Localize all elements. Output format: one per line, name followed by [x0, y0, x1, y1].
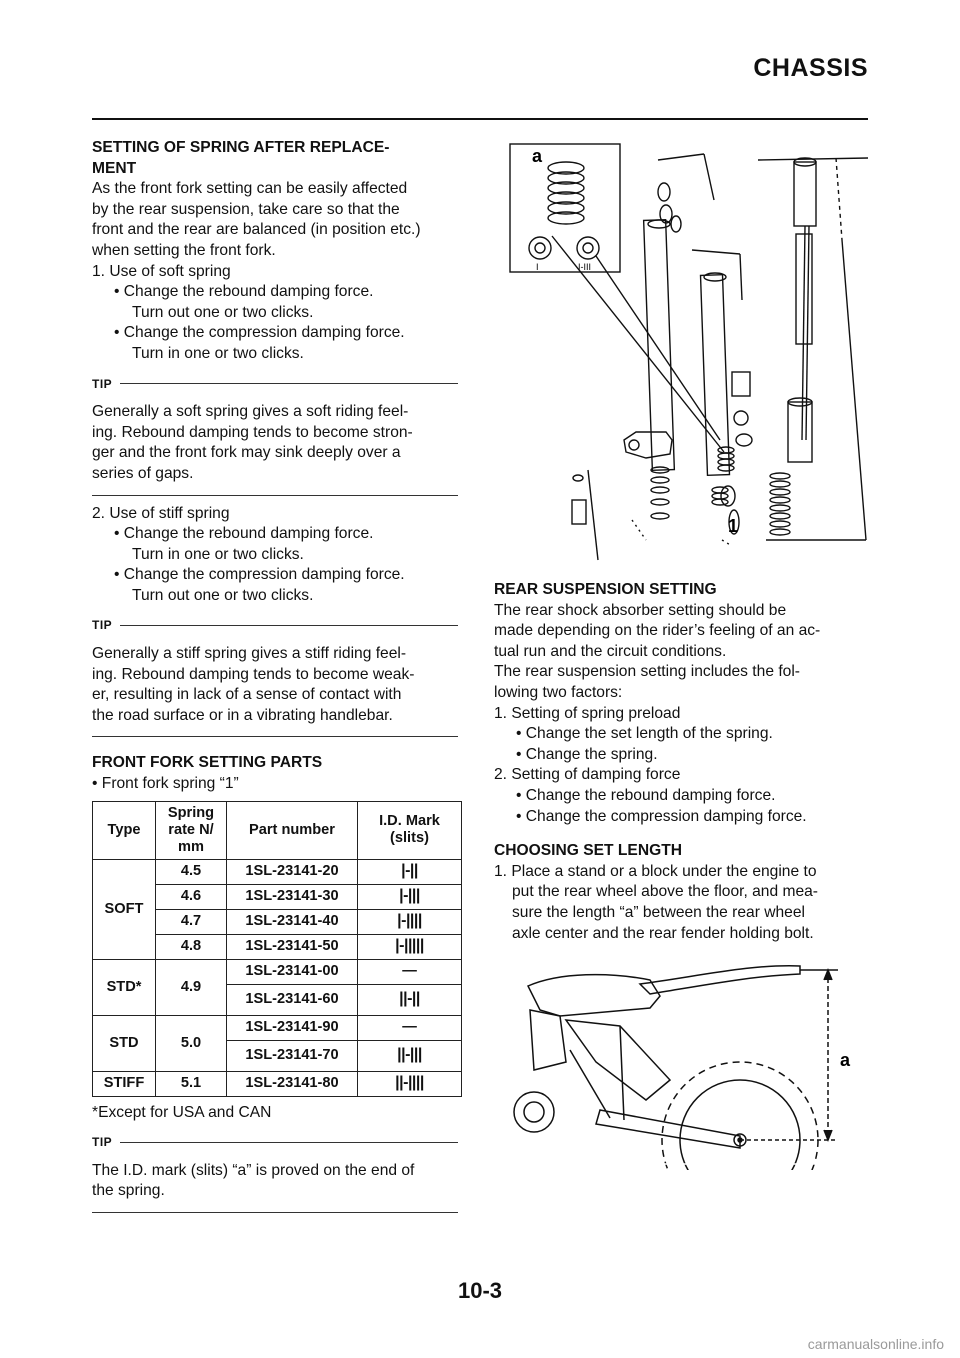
cell-part: 1SL-23141-90 — [227, 1015, 358, 1040]
cell-mark: — — [358, 959, 462, 984]
bullet-item: • Front fork spring “1” — [92, 775, 239, 793]
bullet-cont: Turn out one or two clicks. — [132, 303, 314, 321]
paragraph-line: when setting the front fork. — [92, 241, 276, 259]
page-number: 10-3 — [457, 1278, 503, 1303]
spring-table — [92, 801, 462, 1097]
watermark: carmanualsonline.info — [807, 1336, 944, 1352]
paragraph-line: lowing two factors: — [494, 683, 623, 701]
tip-line: er, resulting in lack of a sense of contact with — [92, 686, 402, 704]
tip-line: ing. Rebound damping tends to become stron- — [92, 423, 413, 441]
list-item-cont: axle center and the rear fender holding bolt. — [512, 924, 814, 942]
seat — [528, 975, 660, 1016]
tip-line: the road surface or in a vibrating handlebar. — [92, 706, 393, 724]
tip-line: ger and the front fork may sink deeply over a — [92, 444, 401, 462]
cell-mark: ||-||| — [358, 1040, 462, 1071]
th-mark: I.D. Mark (slits) — [358, 801, 462, 859]
tip-end-rule — [92, 736, 458, 737]
fig1-mark-1: I — [536, 262, 539, 272]
cell-rate: 4.8 — [156, 934, 227, 959]
cell-mark: |-||||| — [358, 934, 462, 959]
cell-rate: 4.9 — [156, 959, 227, 1015]
bullet-item: • Change the rebound damping force. — [114, 283, 374, 301]
fig1-mark-2: I-III — [578, 262, 591, 272]
bullet-item: • Change the rebound damping force. — [516, 786, 776, 804]
slit-mark-icon — [577, 237, 599, 259]
cell-mark: |-|| — [358, 859, 462, 884]
paragraph-line: As the front fork setting can be easily affected — [92, 180, 408, 198]
cell-mark: ||-|| — [358, 984, 462, 1015]
cell-rate: 5.1 — [156, 1071, 227, 1096]
paragraph-line: The rear shock absorber setting should be — [494, 601, 787, 619]
list-item-cont: sure the length “a” between the rear wheel — [512, 903, 805, 921]
list-item: 1. Use of soft spring — [92, 262, 231, 280]
list-item-cont: put the rear wheel above the floor, and mea- — [512, 883, 819, 901]
cell-rate: 4.6 — [156, 884, 227, 909]
cell-type: STIFF — [93, 1071, 156, 1096]
tip-end-rule — [92, 1212, 458, 1213]
list-item: 1. Place a stand or a block under the engine to — [494, 862, 817, 880]
header-rule — [92, 118, 868, 120]
table-row — [93, 1015, 462, 1040]
left-column — [92, 138, 458, 1221]
bullet-item: • Change the compression damping force. — [114, 324, 405, 342]
cell-rate: 4.5 — [156, 859, 227, 884]
tip-line: Generally a soft spring gives a soft riding feel- — [92, 403, 409, 421]
tip-label: TIP — [92, 618, 113, 633]
table-row — [93, 1071, 462, 1096]
cell-rate: 4.7 — [156, 909, 227, 934]
fig1-label-1: 1 — [728, 516, 739, 536]
paragraph-line: The rear suspension setting includes the fol- — [494, 663, 800, 681]
fig1-label-a: a — [532, 146, 543, 166]
bullet-item: • Change the set length of the spring. — [516, 725, 773, 743]
rear-wheel-measurement-diagram — [500, 950, 868, 1170]
cell-part: 1SL-23141-70 — [227, 1040, 358, 1071]
list-item: 1. Setting of spring preload — [494, 704, 681, 722]
slit-mark-icon — [529, 237, 551, 259]
cell-part: 1SL-23141-20 — [227, 859, 358, 884]
section-title: CHOOSING SET LENGTH — [494, 842, 683, 860]
tip-header — [92, 374, 458, 395]
tip-header — [92, 615, 458, 636]
cell-part: 1SL-23141-80 — [227, 1071, 358, 1096]
tip-header — [92, 1132, 458, 1153]
tip-end-rule — [92, 495, 458, 496]
cell-type: SOFT — [93, 859, 156, 959]
list-item: 2. Setting of damping force — [494, 766, 681, 784]
tip-line: series of gaps. — [92, 464, 194, 482]
bullet-item: • Change the spring. — [516, 745, 658, 763]
tip-label: TIP — [92, 376, 113, 391]
cell-mark: — — [358, 1015, 462, 1040]
cell-part: 1SL-23141-40 — [227, 909, 358, 934]
right-column — [494, 580, 868, 944]
tip-line: ing. Rebound damping tends to become weak- — [92, 665, 415, 683]
cell-rate: 5.0 — [156, 1015, 227, 1071]
bullet-item: • Change the compression damping force. — [114, 566, 405, 584]
section-title: REAR SUSPENSION SETTING — [494, 581, 717, 598]
section-title: FRONT FORK SETTING PARTS — [92, 754, 323, 772]
front-fork-exploded-diagram — [496, 140, 868, 580]
footnote: *Except for USA and CAN — [92, 1103, 272, 1121]
bullet-item: • Change the rebound damping force. — [114, 525, 374, 543]
cell-type: STD* — [93, 959, 156, 1015]
tip-line: Generally a stiff spring gives a stiff riding feel- — [92, 645, 407, 663]
fig2-label-a: a — [840, 1050, 851, 1070]
swingarm — [596, 1110, 740, 1148]
cell-part: 1SL-23141-30 — [227, 884, 358, 909]
section-title-cont: MENT — [92, 159, 137, 177]
table-row — [93, 859, 462, 884]
cell-part: 1SL-23141-50 — [227, 934, 358, 959]
coil-spring-icon — [548, 162, 584, 224]
paragraph-line: made depending on the rider’s feeling of an ac- — [494, 622, 821, 640]
rear-fender — [640, 966, 800, 994]
tip-line: the spring. — [92, 1182, 165, 1200]
cell-mark: |-||| — [358, 884, 462, 909]
paragraph-line: front and the rear are balanced (in position etc.) — [92, 221, 421, 239]
page-header-title: CHASSIS — [753, 54, 868, 82]
tip-line: The I.D. mark (slits) “a” is proved on the end of — [92, 1161, 415, 1179]
bullet-cont: Turn out one or two clicks. — [132, 586, 314, 604]
fork-spring-icon — [712, 447, 734, 505]
th-part: Part number — [227, 801, 358, 859]
cell-mark: ||-|||| — [358, 1071, 462, 1096]
bullet-cont: Turn in one or two clicks. — [132, 344, 304, 362]
cell-type: STD — [93, 1015, 156, 1071]
paragraph-line: tual run and the circuit conditions. — [494, 642, 727, 660]
cell-part: 1SL-23141-00 — [227, 959, 358, 984]
th-rate: Spring rate N/ mm — [156, 801, 227, 859]
bullet-item: • Change the compression damping force. — [516, 807, 807, 825]
cell-mark: |-|||| — [358, 909, 462, 934]
list-item: 2. Use of stiff spring — [92, 504, 230, 522]
section-title: SETTING OF SPRING AFTER REPLACE- — [92, 139, 390, 156]
paragraph-line: by the rear suspension, take care so that the — [92, 200, 400, 218]
table-row — [93, 959, 462, 984]
tip-label: TIP — [92, 1135, 113, 1150]
cell-part: 1SL-23141-60 — [227, 984, 358, 1015]
th-type: Type — [93, 801, 156, 859]
bullet-cont: Turn in one or two clicks. — [132, 545, 304, 563]
